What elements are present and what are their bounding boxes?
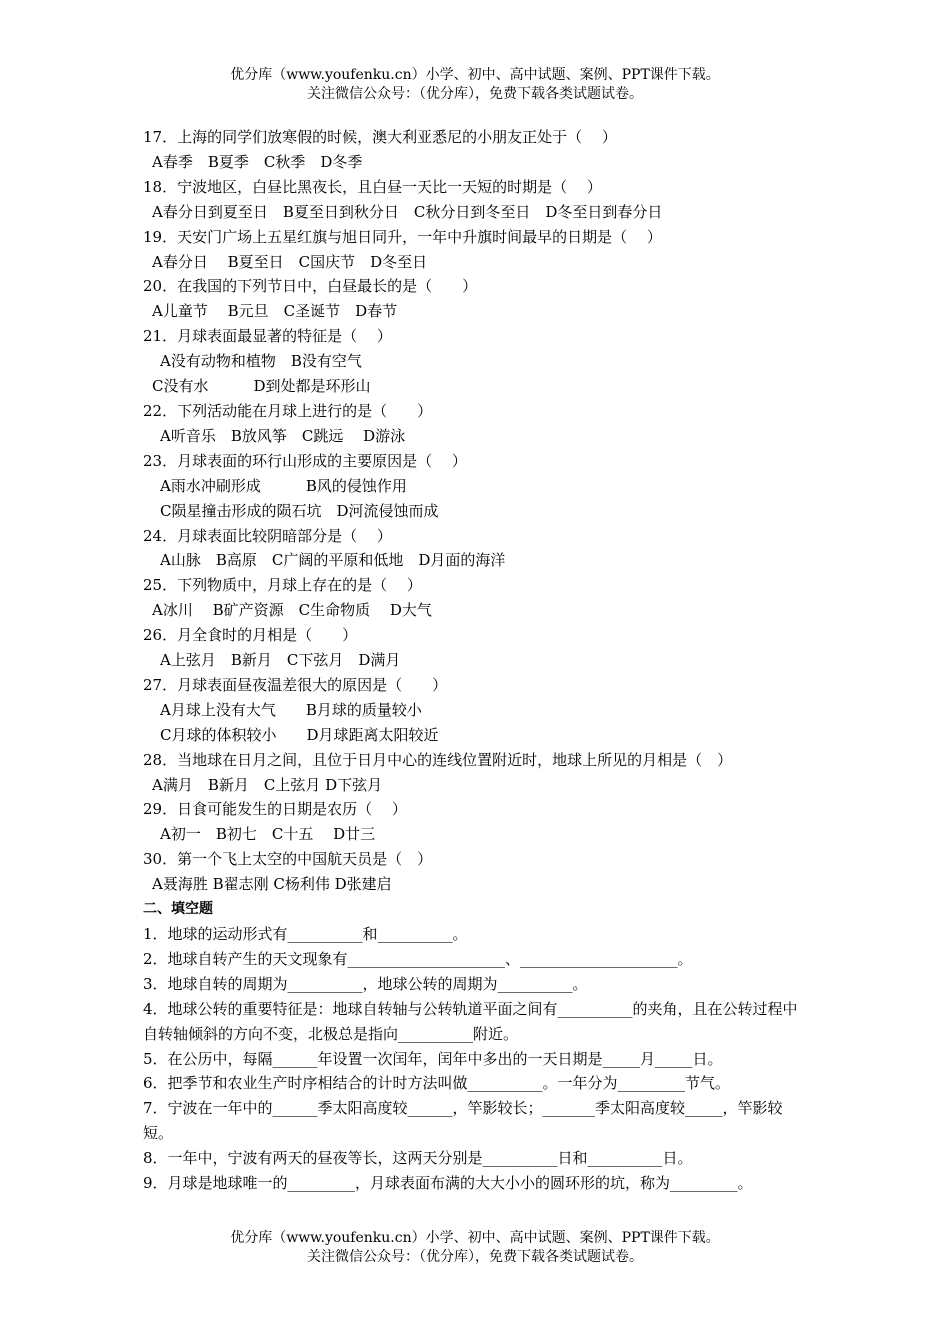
- question-19: [143, 225, 811, 275]
- question-20: [143, 274, 811, 324]
- fill-item-6: 6．把季节和农业生产时序相结合的计时方法叫做__________。一年分为_________节气。: [143, 1074, 731, 1093]
- fill-item-9: 9．月球是地球唯一的_________，月球表面布满的大大小小的圆环形的坑，称为_________。: [143, 1174, 753, 1193]
- question-text: 20．在我国的下列节日中，白昼最长的是（ ）: [143, 277, 478, 296]
- question-options: A上弦月 B新月 C下弦月 D满月: [160, 651, 401, 670]
- question-options: A冰川 B矿产资源 C生命物质 D大气: [152, 601, 432, 620]
- question-options: A儿童节 B元旦 C圣诞节 D春节: [152, 302, 398, 321]
- question-text: 19．天安门广场上五星红旗与旭日同升，一年中升旗时间最早的日期是（ ）: [143, 227, 662, 246]
- question-options: A雨水冲刷形成 B风的侵蚀作用: [160, 476, 407, 495]
- question-17: [143, 125, 811, 175]
- question-text: 24．月球表面比较阴暗部分是（ ）: [143, 526, 392, 545]
- fill-item-4: 4．地球公转的重要特征是：地球自转轴与公转轨道平面之间有__________的夹角，且在公转过程中自转轴倾斜的方向不变，北极总是指向__________附近。: [143, 999, 798, 1043]
- question-options: A山脉 B高原 C广阔的平原和低地 D月面的海洋: [160, 551, 506, 570]
- question-options: A初一 B初七 C十五 D廿三: [160, 825, 376, 844]
- page-header: [0, 66, 950, 104]
- header-line-1: 优分库（www.youfenku.cn）小学、初中、高中试题、案例、PPT课件下载。: [230, 67, 720, 83]
- header-line-2: 关注微信公众号：（优分库），免费下载各类试题试卷。: [307, 86, 643, 102]
- fill-item-1: 1．地球的运动形式有__________和__________。: [143, 925, 468, 943]
- question-text: 26．月全食时的月相是（ ）: [143, 626, 358, 645]
- question-text: 27．月球表面昼夜温差很大的原因是（ ）: [143, 675, 448, 694]
- question-30: [143, 847, 811, 897]
- question-options: A没有动物和植物 B没有空气: [160, 352, 362, 371]
- question-24: [143, 524, 811, 574]
- question-text: 22．下列活动能在月球上进行的是（ ）: [143, 401, 433, 420]
- question-options: A春季 B夏季 C秋季 D冬季: [152, 152, 363, 171]
- question-options: C月球的体积较小 D月球距离太阳较近: [160, 725, 439, 744]
- question-options: A满月 B新月 C上弦月 D下弦月: [152, 775, 383, 794]
- page-footer: [0, 1229, 950, 1267]
- question-23: [143, 449, 811, 524]
- question-text: 29．日食可能发生的日期是农历（ ）: [143, 800, 407, 819]
- question-options: C没有水 D到处都是环形山: [152, 377, 371, 396]
- fill-item-7: 7．宁波在一年中的______季太阳高度较______，竿影较长；_______季太阳高度较_____，竿影较短。: [143, 1099, 783, 1143]
- fill-item-8: 8．一年中，宁波有两天的昼夜等长，这两天分别是__________日和__________日。: [143, 1149, 693, 1168]
- question-options: A月球上没有大气 B月球的质量较小: [160, 700, 422, 719]
- question-21: [143, 324, 811, 399]
- question-options: A春分日到夏至日 B夏至日到秋分日 C秋分日到冬至日 D冬至日到春分日: [152, 202, 663, 221]
- question-text: 17．上海的同学们放寒假的时候，澳大利亚悉尼的小朋友正处于（ ）: [143, 128, 617, 146]
- question-22: [143, 399, 811, 449]
- question-text: 28．当地球在日月之间，且位于日月中心的连线位置附近时，地球上所见的月相是（ ）: [143, 750, 733, 769]
- question-text: 30．第一个飞上太空的中国航天员是（ ）: [143, 850, 433, 869]
- question-18: [143, 175, 811, 225]
- question-text: 23．月球表面的环行山形成的主要原因是（ ）: [143, 451, 467, 470]
- question-25: [143, 573, 811, 623]
- fill-item-5: 5．在公历中，每隔______年设置一次闰年，闰年中多出的一天日期是_____月_____日。: [143, 1049, 723, 1068]
- question-options: C陨星撞击形成的陨石坑 D河流侵蚀而成: [160, 501, 439, 520]
- question-text: 25．下列物质中，月球上存在的是（ ）: [143, 576, 422, 595]
- question-options: A聂海胜 B翟志刚 C杨利伟 D张建启: [152, 875, 392, 894]
- question-27: [143, 673, 811, 748]
- footer-line-1: 优分库（www.youfenku.cn）小学、初中、高中试题、案例、PPT课件下载。: [230, 1230, 720, 1246]
- footer-line-2: 关注微信公众号：（优分库），免费下载各类试题试卷。: [307, 1249, 643, 1265]
- question-29: [143, 797, 811, 847]
- fill-item-2: 2．地球自转产生的天文现象有_____________________、_____________________。: [143, 949, 693, 968]
- question-text: 18．宁波地区，白昼比黑夜长，且白昼一天比一天短的时期是（ ）: [143, 177, 602, 196]
- question-options: A听音乐 B放风筝 C跳远 D游泳: [160, 426, 406, 445]
- worksheet-body: [143, 125, 811, 1196]
- question-text: 21．月球表面最显著的特征是（ ）: [143, 327, 392, 346]
- fill-item-3: 3．地球自转的周期为__________，地球公转的周期为__________。: [143, 974, 588, 993]
- question-28: [143, 748, 811, 798]
- question-26: [143, 623, 811, 673]
- question-options: A春分日 B夏至日 C国庆节 D冬至日: [152, 252, 428, 271]
- section-title-fill-in: 二、填空题: [143, 901, 213, 918]
